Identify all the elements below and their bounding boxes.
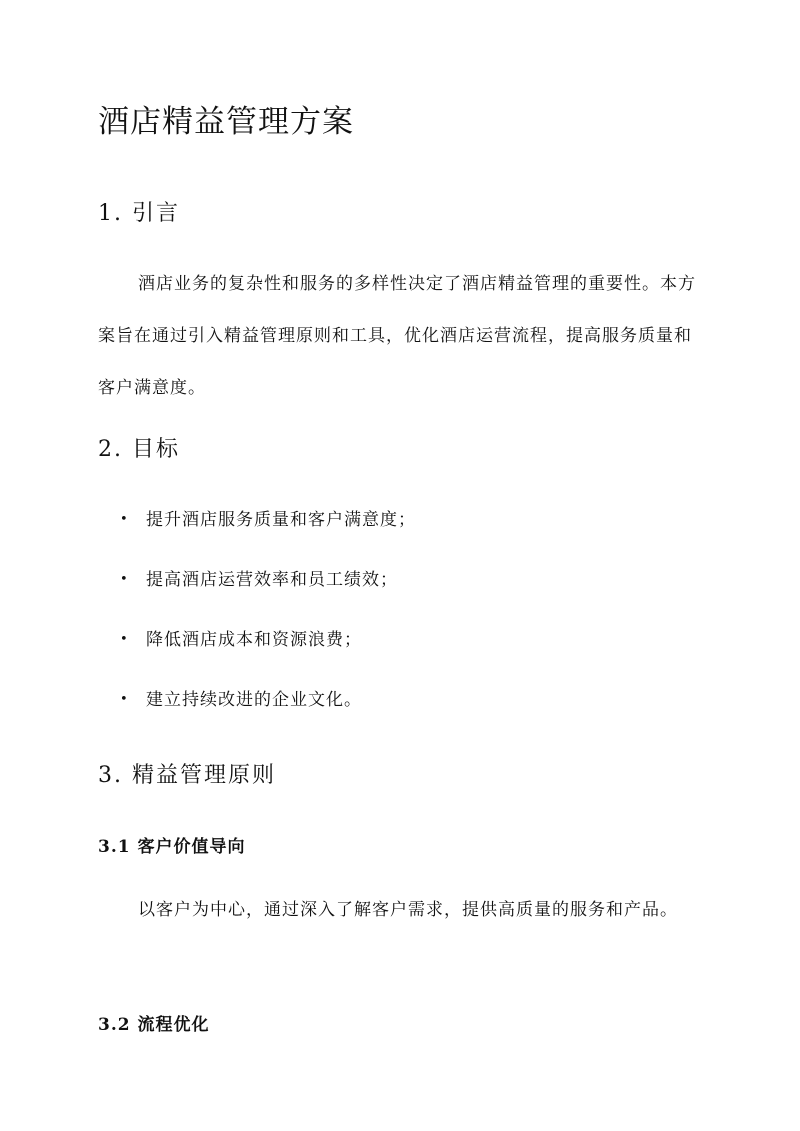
section-heading-goals: 2. 目标 [98, 437, 180, 462]
section-heading-lean-principles: 3. 精益管理原则 [98, 763, 276, 788]
goal-text: 提升酒店服务质量和客户满意度； [146, 510, 416, 530]
introduction-paragraph: 酒店业务的复杂性和服务的多样性决定了酒店精益管理的重要性。本方案旨在通过引入精益管理原则和工具，优化酒店运营流程，提高服务质量和客户满意度。 [98, 274, 696, 398]
goal-text: 降低酒店成本和资源浪费； [146, 630, 362, 650]
customer-value-paragraph: 以客户为中心，通过深入了解客户需求，提供高质量的服务和产品。 [138, 900, 678, 920]
goal-text: 提高酒店运营效率和员工绩效； [146, 570, 398, 590]
list-item [98, 680, 708, 740]
goal-text: 建立持续改进的企业文化。 [146, 690, 362, 710]
bullet-icon: • [120, 632, 129, 647]
bullet-icon: • [120, 692, 129, 707]
subsection-heading-process-optimization: 3.2 流程优化 [98, 1015, 210, 1035]
section-heading-introduction: 1. 引言 [98, 201, 180, 226]
subsection-heading-customer-value: 3.1 客户价值导向 [98, 837, 246, 857]
list-item [98, 620, 708, 680]
bullet-icon: • [120, 512, 129, 527]
bullet-icon: • [120, 572, 129, 587]
goals-list [98, 500, 708, 740]
list-item [98, 500, 708, 560]
list-item [98, 560, 708, 620]
document-title: 酒店精益管理方案 [98, 104, 354, 140]
